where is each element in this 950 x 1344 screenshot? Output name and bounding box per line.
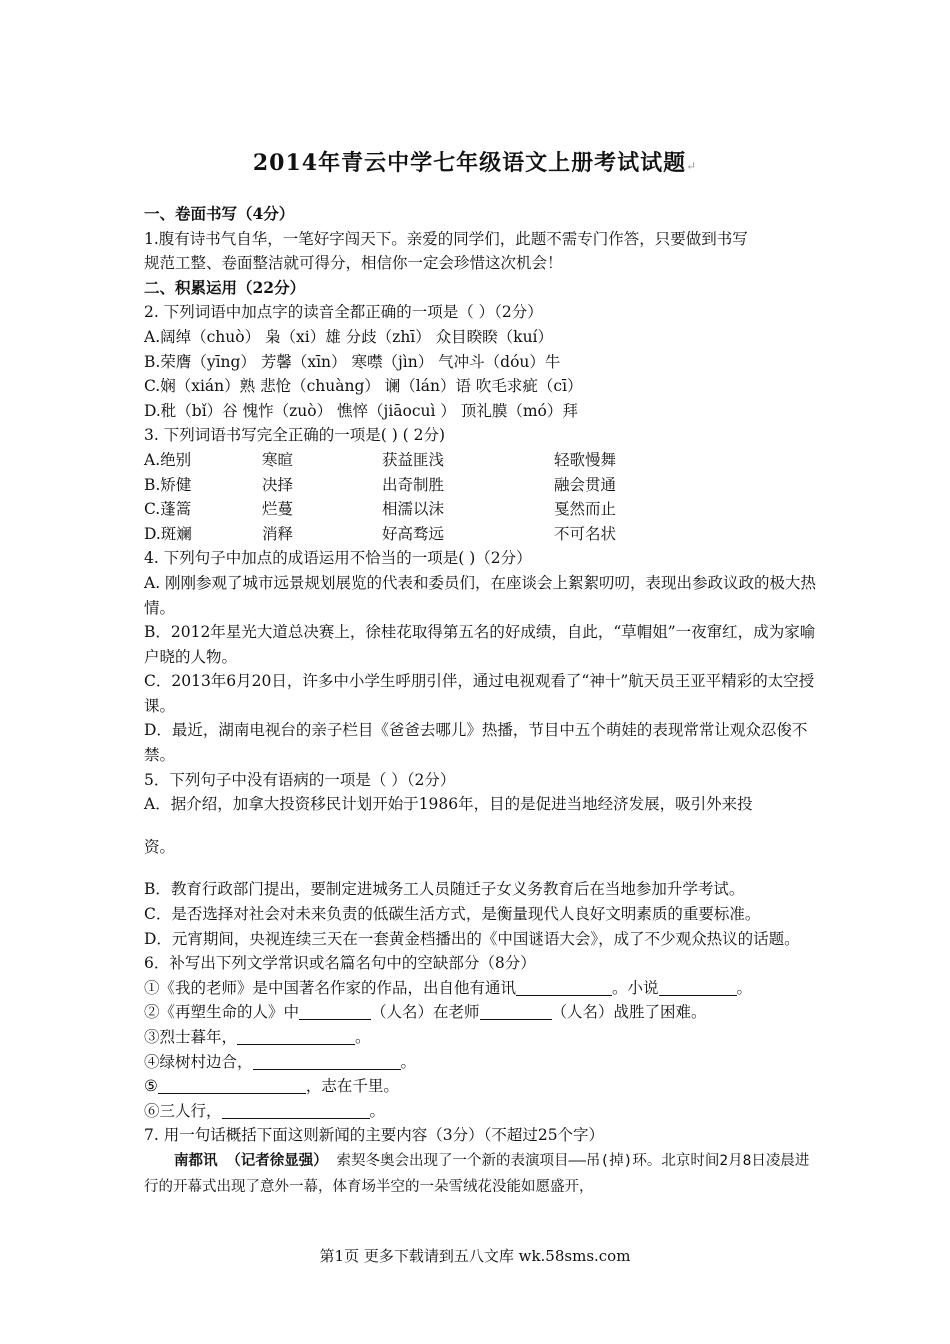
answer-option: 资。 <box>144 837 176 856</box>
option-word: 融会贯通 <box>554 475 617 494</box>
fill-blank-line <box>144 1099 820 1124</box>
answer-option: A. 刚刚参观了城市远景规划展览的代表和委员们，在座谈会上絮絮叨叨，表现出参政议政的极大热情。 <box>144 573 817 617</box>
fill-text: ④绿树村边合， <box>144 1052 253 1071</box>
option-row <box>144 473 820 498</box>
fill-text: ⑥三人行， <box>144 1101 222 1120</box>
fill-blank-line <box>144 976 820 1001</box>
answer-blank[interactable] <box>222 1102 370 1119</box>
option-word: C.蓬篙 <box>144 500 192 519</box>
page-title <box>0 146 950 177</box>
question-stem: 4. 下列句子中加点的成语运用不恰当的一项是( )（2分） <box>144 549 532 568</box>
option-word: 寒暄 <box>262 450 294 469</box>
option-row <box>144 448 820 473</box>
answer-option: A．据介绍，加拿大投资移民计划开始于1986年，目的是促进当地经济发展，吸引外来投 <box>144 795 753 814</box>
fill-text: （人名）战胜了困难。 <box>551 1003 707 1022</box>
answer-option: B．教育行政部门提出，要制定进城务工人员随迁子女义务教育后在当地参加升学考试。 <box>144 880 745 899</box>
question-stem: 2. 下列词语中加点字的读音全都正确的一项是（ ）（2分） <box>144 303 543 322</box>
answer-option: B．2012年星光大道总决赛上，徐桂花取得第五名的好成绩，自此，“草帽姐”一夜窜红，成为家喻户晓的人物。 <box>144 623 816 666</box>
option-word: 获益匪浅 <box>382 450 445 469</box>
answer-blank[interactable] <box>659 979 737 996</box>
option-word: 出奇制胜 <box>382 475 445 494</box>
question-text: 规范工整、卷面整洁就可得分，相信你一定会珍惜这次机会！ <box>144 254 563 273</box>
fill-blank-line <box>144 1025 820 1050</box>
answer-blank[interactable] <box>299 1003 371 1020</box>
answer-option: C.娴（xián）熟 悲怆（chuàng） 谰（lán）语 吹毛求疵（cī） <box>144 377 583 396</box>
fill-text: ⑤ <box>144 1077 158 1096</box>
option-word: 戛然而止 <box>554 500 617 519</box>
answer-blank[interactable] <box>480 1003 552 1020</box>
answer-option: D．元宵期间，央视连续三天在一套黄金档播出的《中国谜语大会》，成了不少观众热议的话题。 <box>144 929 800 948</box>
answer-option: A.阔绰（chuò） 枭（xi）雄 分歧（zhī） 众目睽睽（kuí） <box>144 327 554 346</box>
fill-text: ②《再塑生命的人》中 <box>144 1003 300 1022</box>
option-word: 烂蔓 <box>262 500 294 519</box>
section-heading: 一、卷面书写（4分） <box>144 204 295 223</box>
fill-text: ③烈士暮年， <box>144 1028 238 1046</box>
fill-text: 。 <box>355 1028 371 1046</box>
section-heading: 二、积累运用（22分） <box>144 277 306 297</box>
option-word: B.矫健 <box>144 475 192 494</box>
news-body: 索契冬奥会出现了一个新的表演项目——吊(掉)环。北京时间2月8日凌晨进行的开幕式出现了意外一幕，体育场半空的一朵雪绒花没能如愿盛开， <box>144 1152 810 1195</box>
news-byline: 南都讯 （记者徐显强） <box>174 1152 328 1169</box>
option-word: A.绝别 <box>144 450 192 469</box>
question-stem: 7. 用一句话概括下面这则新闻的主要内容（3分）（不超过25个字） <box>144 1126 605 1145</box>
option-row <box>144 497 820 522</box>
news-passage <box>144 1148 820 1200</box>
question-stem: 3. 下列词语书写完全正确的一项是( ) ( 2分) <box>144 426 446 445</box>
option-word: 相濡以沫 <box>382 500 445 519</box>
option-word: 轻歌慢舞 <box>554 450 617 469</box>
question-stem: 6．补写出下列文学常识或名篇名句中的空缺部分（8分） <box>144 954 536 973</box>
fill-text: ①《我的老师》是中国著名作家的作品，出自他有通讯 <box>144 978 517 997</box>
answer-option: D．最近，湖南电视台的亲子栏目《爸爸去哪儿》热播，节目中五个萌娃的表现常常让观众忍俊不禁。 <box>144 721 808 765</box>
fill-text: ，志在千里。 <box>305 1077 399 1096</box>
option-word: D.斑斓 <box>144 524 192 543</box>
answer-blank[interactable] <box>516 979 612 996</box>
answer-option: B.荣膺（yīng） 芳馨（xīn） 寒噤（jìn） 气冲斗（dóu）牛 <box>144 352 561 371</box>
answer-option: C．2013年6月20日，许多中小学生呼朋引伴，通过电视观看了“神十”航天员王亚平精彩的太空授课。 <box>144 672 815 715</box>
answer-option: D.秕（bǐ）谷 愧怍（zuò） 憔悴（jiāocuì ） 顶礼膜（mó）拜 <box>144 401 578 420</box>
question-text: 1.腹有诗书气自华，一笔好字闯天下。亲爱的同学们，此题不需专门作答，只要做到书写 <box>144 229 748 248</box>
answer-option: C．是否选择对社会对未来负责的低碳生活方式，是衡量现代人良好文明素质的重要标准。 <box>144 905 761 924</box>
answer-blank[interactable] <box>253 1053 401 1070</box>
option-word: 消释 <box>262 524 294 543</box>
fill-blank-line <box>144 1000 820 1025</box>
fill-text: 。小说 <box>612 978 659 997</box>
option-word: 好高骛远 <box>382 524 445 543</box>
fill-blank-line <box>144 1050 820 1075</box>
paragraph-mark-icon: ↵ <box>686 159 698 173</box>
fill-blank-line <box>144 1074 820 1099</box>
fill-text: （人名）在老师 <box>371 1003 480 1022</box>
fill-text: 。 <box>736 978 753 997</box>
answer-blank[interactable] <box>158 1077 306 1094</box>
answer-blank[interactable] <box>237 1028 355 1045</box>
title-text: 2014年青云中学七年级语文上册考试试题 <box>252 150 687 176</box>
page-footer: 第1页 更多下载请到五八文库 wk.58sms.com <box>319 1247 631 1265</box>
option-row <box>144 522 820 547</box>
fill-text: 。 <box>400 1052 417 1071</box>
question-stem: 5．下列句子中没有语病的一项是（ ）（2分） <box>144 770 456 789</box>
option-word: 不可名状 <box>554 524 617 543</box>
option-word: 决择 <box>262 475 294 494</box>
exam-content <box>144 202 820 1200</box>
fill-text: 。 <box>369 1101 386 1120</box>
